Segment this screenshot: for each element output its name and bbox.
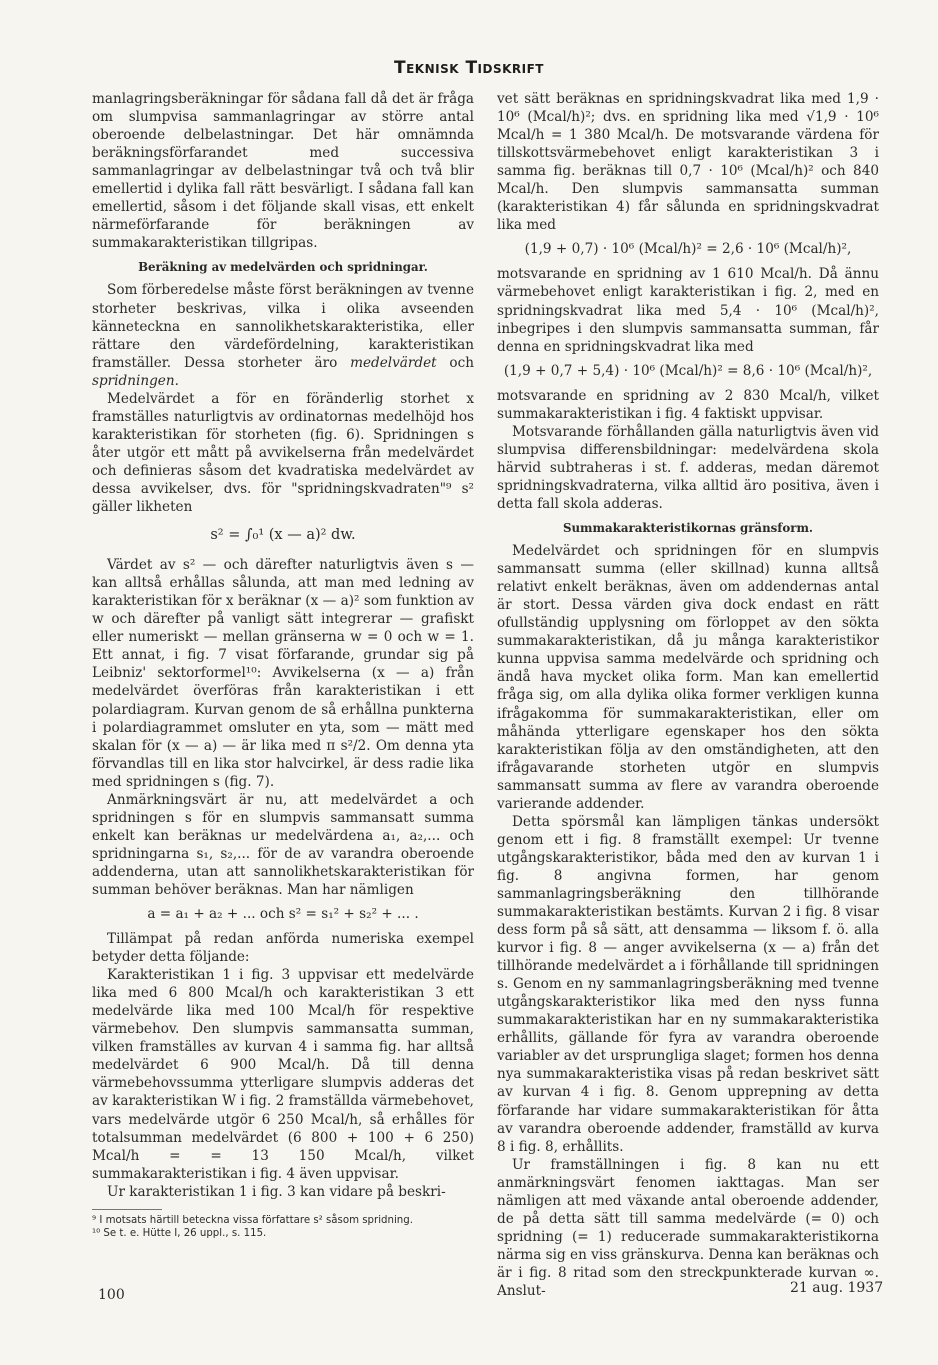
term-spridningen: spridningen. [92,372,179,389]
right-paragraph-5: Medelvärdet och spridningen för en slumpvis sammansatt summa (eller skillnad) kunna alltså relativt enkelt beräknas, även om addendernas antal är stort. Dessa värden giva dock endast en rätt ofullständig upplysning om förloppet av den sökta summakarakteristikan, då ju många karakteristikor kunna uppvisa samma medelvärde och spridning och ändå hava mycket olika form. Man kan emellertid fråga sig, om alla dylika olika former verkligen kunna ifrågakomma för summakarakteristikan, eller om måhända ytterligare egenskaper hos den sökta karakteristikan följa av den omständigheten, att den ifrågavarande storheten utgör en slumpvis sammansatt summa av flere av varandra oberoende varierande addender. [497,543,879,812]
journal-masthead [0,58,938,78]
left-paragraph-1: manlagringsberäkningar för sådana fall då det är fråga om slumpvisa sammanlagringar av större antal oberoende delbelastningar. Det här omnämnda beräkningsförfarandet med successiva sammanlagringar av delbelastningar två och två blir emellertid i dylika fall rätt besvärligt. I sådana fall kan emellertid, såsom i det följande skall visas, ett enkelt närmeförfarande för beräkningen av summakarakteristikan tillgripas. [92,91,474,252]
right-paragraph-1: vet sätt beräknas en spridningskvadrat lika med 1,9 · 10⁶ (Mcal/h)²; dvs. en spridning lika med √1,9 · 10⁶ Mcal/h = 1 380 Mcal/h. De motsvarande värdena för tillskottsvärmebehovet enligt karakteristikan 3 i samma fig. beräknas till 0,7 · 10⁶ (Mcal/h)² och 840 Mcal/h. Den slumpvis sammansatta summan (karakteristikan 4) får sålunda en spridningskvadrat lika med [497,91,879,234]
left-paragraph-7: Karakteristikan 1 i fig. 3 uppvisar ett medelvärde lika med 6 800 Mcal/h och karakteristikan 3 ett medelvärde lika med 100 Mcal/h för respektive värmebehov. Den slumpvis sammansatta summan, vilken framställes av kurvan 4 i samma fig. har alltså medelvärdet 6 900 Mcal/h. Då till denna värmebehovssumma ytterligare slumpvis adderas det av karakteristikan W i fig. 2 framställda värmebehovet, vars medelvärde utgör 6 250 Mcal/h, så erhålles för totalsumman medelvärdet (6 800 + 100 + 6 250) Mcal/h = = 13 150 Mcal/h, vilket summakarakteristikan i fig. 4 även uppvisar. [92,967,474,1182]
footnote-10: ¹⁰ Se t. e. Hütte I, 26 uppl., s. 115. [92,1227,267,1239]
formula-spread-sum-2: (1,9 + 0,7 + 5,4) · 10⁶ (Mcal/h)² = 8,6 · 10⁶ (Mcal/h)², [503,362,873,379]
formula-spread-integral: s² = ∫₀¹ (x — a)² dw. [210,527,356,544]
formula-sum-rules: a = a₁ + a₂ + ... och s² = s₁² + s₂² + ... . [147,906,419,923]
issue-date: 21 aug. 1937 [790,1280,884,1296]
footnotes [92,1214,474,1240]
right-paragraph-4: Motsvarande förhållanden gälla naturligtvis även vid slumpvisa differensbildningar: medelvärdena skola härvid subtraheras i st. f. adderas, medan däremot spridningskvadraterna, vilka alltid äro positiva, även i detta fall skola adderas. [497,423,879,512]
left-paragraph-2: Som förberedelse måste först beräkningen av tvenne storheter beskrivas, vilka i olika avseenden känneteckna en sannolikhetskarakteristika, eller rättare den värdefördelning, karakteristikan framställer. Dessa storheter äro medelvärdet och spridningen. [92,282,474,389]
right-paragraph-2: motsvarande en spridning av 1 610 Mcal/h. Då ännu värmebehovet enligt karakteristikan i fig. 2, med en spridningskvadrat lika med 5,4 · 10⁶ (Mcal/h)², inbegripes i den slumpvis sammansatta summan, får denna en spridningskvadrat lika med [497,266,879,355]
journal-title: Teknisk Tidskrift [393,58,544,78]
left-paragraph-6: Tillämpat på redan anförda numeriska exempel betyder detta följande: [92,931,474,966]
section-heading-limit-form: Summakarakteristikornas gränsform. [562,521,814,536]
page-number: 100 [98,1287,125,1303]
left-paragraph-8: Ur karakteristikan 1 i fig. 3 kan vidare på beskri- [107,1183,446,1200]
formula-spread-sum-1: (1,9 + 0,7) · 10⁶ (Mcal/h)² = 2,6 · 10⁶ (Mcal/h)², [524,241,852,258]
right-paragraph-7: Ur framställningen i fig. 8 kan nu ett anmärkningsvärt fenomen iakttagas. Man ser nämligen att med växande antal oberoende addender, de på detta sätt till samma medelvärde (= 0) och spridning (= 1) reducerade summakarakteristikorna närma sig en viss gränskurva. Denna kan beräknas och är i fig. 8 ritad som den streckpunkterade kurvan ∞. Anslut- [497,1156,879,1299]
footnote-divider [92,1209,162,1210]
section-heading-averages: Beräkning av medelvärden och spridningar. [138,260,428,275]
left-column [92,90,474,1240]
term-medelvardet: medelvärdet [350,354,437,371]
left-paragraph-5: Anmärkningsvärt är nu, att medelvärdet a och spridningen s för en slumpvis sammansatt summa enkelt kan beräknas ur medelvärdena a₁, a₂,... och spridningarna s₁, s₂,... för de av varandra oberoende addenderna, utan att sannolikhetskarakteristikan för summan behöver beräknas. Man har nämligen [92,791,474,898]
right-column [497,90,879,1300]
right-paragraph-6: Detta spörsmål kan lämpligen tänkas undersökt genom ett i fig. 8 framställt exempel: Ur tvenne utgångskarakteristikor, båda med den av kurvan 1 i fig. 8 angivna formen, har genom sammanlagringsberäkning den tillhörande summakarakteristikan bestämts. Kurvan 2 i fig. 8 visar dess form på så sätt, att densamma — liksom f. ö. alla kurvor i fig. 8 — anger avvikelserna (x — a) från det tillhörande medelvärdet a i förhållande till spridningen s. Genom en ny sammanlagringsberäkning med tvenne utgångskarakteristikor lika med den nyss funna summakarakteristikan har en ny summakarakteristika erhållits, gällande för fyra av varandra oberoende variabler av det ursprungliga slaget; formen hos denna nya summakarakteristika visas på redan beskrivet sätt av kurvan 4 i fig. 8. Genom upprepning av detta förfarande har vidare summakarakteristikan för åtta av varandra oberoende addender, framställd av kurva 8 i fig. 8, erhållits. [497,813,879,1155]
left-paragraph-3: Medelvärdet a för en föränderlig storhet x framställes naturligtvis av ordinatornas medelhöjd hos karakteristikan för storheten (fig. 6). Spridningen s åter utgör ett mått på avvikelserna från medelvärdet och definieras såsom det kvadratiska medelvärdet av dessa avvikelser, dvs. för "spridningskvadraten"⁹ s² gäller likheten [92,390,474,516]
right-paragraph-3: motsvarande en spridning av 2 830 Mcal/h, vilket summakarakteristikan i fig. 4 faktiskt uppvisar. [497,387,879,422]
left-paragraph-4: Värdet av s² — och därefter naturligtvis även s — kan alltså erhållas sålunda, att man med ledning av karakteristikan för x beräknar (x — a)² som funktion av w och därefter på vanligt sätt integrerar — grafiskt eller numeriskt — mellan gränserna w = 0 och w = 1. Ett annat, i fig. 7 visat förfarande, grundar sig på Leibniz' sektorformel¹⁰: Avvikelserna (x — a) från medelvärdet överföras från karakteristikan i ett polardiagram. Kurvan genom de så erhållna punkterna i polardiagrammet omsluter en yta, som — mätt med skalan för (x — a) — är lika med π s²/2. Om denna yta förvandlas till en lika stor halvcirkel, är dess radie lika med spridningen s (fig. 7). [92,557,474,790]
footnote-9: ⁹ I motsats härtill beteckna vissa författare s² såsom spridning. [92,1214,413,1226]
